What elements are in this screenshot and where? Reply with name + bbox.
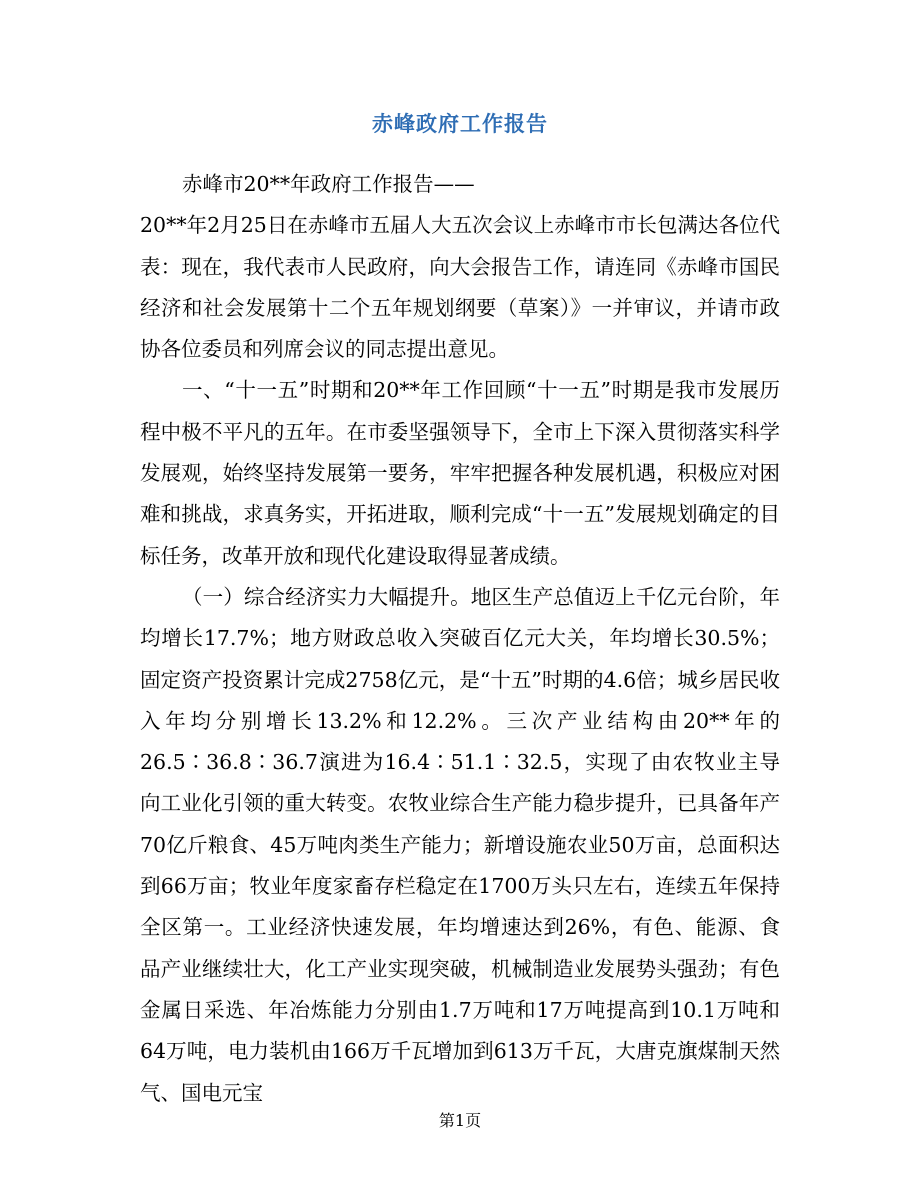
paragraph-opening: 20**年2月25日在赤峰市五届人大五次会议上赤峰市市长包满达各位代表：现在，我代表市人民政府，向大会报告工作，请连同《赤峰市国民经济和社会发展第十二个五年规划纲要（草案）》一并审议，并请市政协各位委员和列席会议的同志提出意见。 [140, 213, 780, 362]
document-body [140, 164, 780, 1114]
paragraph-review: 一、“十一五”时期和20**年工作回顾“十一五”时期是我市发展历程中极不平凡的五年。在市委坚强领导下，全市上下深入贯彻落实科学发展观，始终坚持发展第一要务，牢牢把握各种发展机遇，积极应对困难和挑战，求真务实，开拓进取，顺利完成“十一五”发展规划确定的目标任务，改革开放和现代化建设取得显著成绩。 [140, 378, 780, 568]
paragraph-economy: （一）综合经济实力大幅提升。地区生产总值迈上千亿元台阶，年均增长17.7%；地方财政总收入突破百亿元大关，年均增长30.5%；固定资产投资累计完成2758亿元，是“十五”时期的4.6倍；城乡居民收入年均分别增长13.2%和12.2%。三次产业结构由20**年的26.5∶36.8∶36.7演进为16.4∶51.1∶32.5，实现了由农牧业主导向工业化引领的重大转变。农牧业综合生产能力稳步提升，已具备年产70亿斤粮食、45万吨肉类生产能力；新增设施农业50万亩，总面积达到66万亩；牧业年度家畜存栏稳定在1700万头只左右，连续五年保持全区第一。工业经济快速发展，年均增速达到26%，有色、能源、食品产业继续壮大，化工产业实现突破，机械制造业发展势头强劲；有色金属日采选、年冶炼能力分别由1.7万吨和17万吨提高到10.1万吨和64万吨，电力装机由166万千瓦增加到613万千瓦，大唐克旗煤制天然气、国电元宝 [140, 584, 780, 1105]
document-title: 赤峰政府工作报告 [372, 111, 548, 136]
page-number: 第1页 [438, 1111, 482, 1130]
paragraph-subtitle: 赤峰市20**年政府工作报告—— [182, 172, 475, 196]
